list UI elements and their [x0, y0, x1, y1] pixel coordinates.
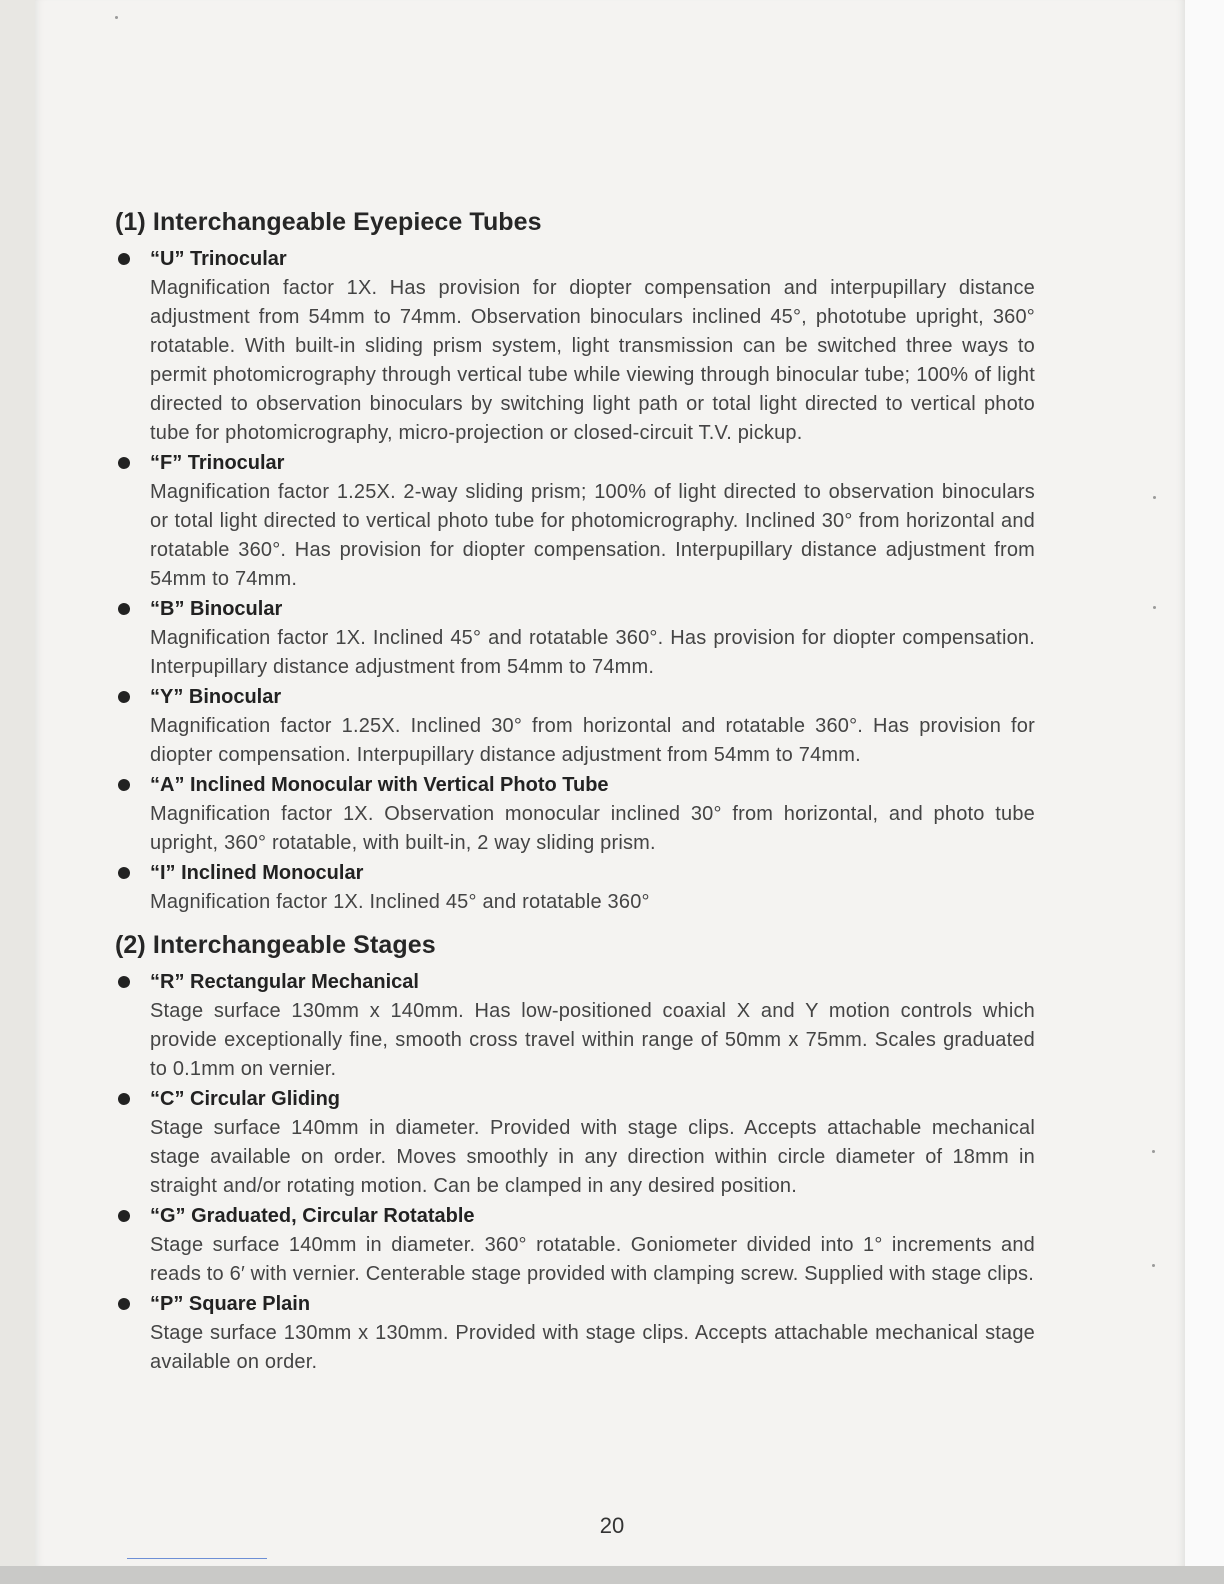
document-content [115, 208, 1035, 1378]
item-description: Magnification factor 1X. Observation monocular inclined 30° from horizontal, and photo tube upright, 360° rotatable, with built-in, 2 way sliding prism. [150, 803, 1035, 854]
list-item [115, 1202, 1035, 1289]
list-item [115, 771, 1035, 858]
item-description: Stage surface 130mm x 140mm. Has low-positioned coaxial X and Y motion controls which provide exceptionally fine, smooth cross travel within range of 50mm x 75mm. Scales graduated to 0.1mm on vernier. [150, 1000, 1035, 1080]
page-edge-right [1185, 0, 1224, 1584]
list-item [115, 1085, 1035, 1201]
bullet-icon [118, 976, 130, 988]
dust-speck [1153, 496, 1156, 499]
list-item [115, 449, 1035, 594]
bullet-icon [118, 253, 130, 265]
dust-speck [1152, 1264, 1155, 1267]
bullet-icon [118, 867, 130, 879]
bullet-icon [118, 603, 130, 615]
list-item [115, 1290, 1035, 1377]
item-title: “A” Inclined Monocular with Vertical Photo Tube [150, 774, 609, 796]
page-edge-bottom [0, 1566, 1224, 1584]
list-item [115, 968, 1035, 1084]
item-description: Stage surface 140mm in diameter. Provided with stage clips. Accepts attachable mechanical stage available on order. Moves smoothly in any direction within circle diameter of 18mm in straight and/or rotating motion. Can be clamped in any desired position. [150, 1117, 1035, 1197]
bullet-icon [118, 691, 130, 703]
list-item [115, 595, 1035, 682]
item-title: “Y” Binocular [150, 686, 282, 708]
bullet-icon [118, 1093, 130, 1105]
dust-speck [1153, 606, 1156, 609]
item-description: Magnification factor 1.25X. Inclined 30° from horizontal and rotatable 360°. Has provision for diopter compensation. Interpupillary distance adjustment from 54mm to 74mm. [150, 715, 1035, 766]
item-description: Magnification factor 1X. Inclined 45° and rotatable 360° [150, 891, 650, 913]
bullet-icon [118, 457, 130, 469]
item-description: Magnification factor 1X. Inclined 45° and rotatable 360°. Has provision for diopter compensation. Interpupillary distance adjustment from 54mm to 74mm. [150, 627, 1035, 678]
edge-mark [127, 1558, 267, 1559]
item-title: “C” Circular Gliding [150, 1088, 341, 1110]
bullet-icon [118, 1298, 130, 1310]
item-description: Stage surface 140mm in diameter. 360° rotatable. Goniometer divided into 1° increments and reads to 6′ with vernier. Centerable stage provided with clamping screw. Supplied with stage clips. [150, 1234, 1035, 1285]
item-description: Magnification factor 1X. Has provision for diopter compensation and interpupillary distance adjustment from 54mm to 74mm. Observation binoculars inclined 45°, phototube upright, 360° rotatable. With built-in sliding prism system, light transmission can be switched three ways to permit photomicrography through vertical tube while viewing through binocular tube; 100% of light directed to observation binoculars by switching light path or total light directed to vertical photo tube for photomicrography, micro-projection or closed-circuit T.V. pickup. [150, 277, 1035, 444]
list-item [115, 683, 1035, 770]
dust-speck [115, 16, 118, 19]
bullet-icon [118, 779, 130, 791]
item-title: “R” Rectangular Mechanical [150, 971, 419, 993]
bullet-icon [118, 1210, 130, 1222]
item-title: “U” Trinocular [150, 248, 287, 270]
item-description: Stage surface 130mm x 130mm. Provided with stage clips. Accepts attachable mechanical stage available on order. [150, 1322, 1035, 1373]
dust-speck [1152, 1150, 1155, 1153]
list-item [115, 859, 1035, 917]
page-number: 20 [599, 1513, 625, 1538]
section-eyepiece-tubes [115, 208, 1035, 917]
item-title: “P” Square Plain [150, 1293, 311, 1315]
item-title: “B” Binocular [150, 598, 283, 620]
item-title: “I” Inclined Monocular [150, 862, 364, 884]
section-title: (2) Interchangeable Stages [115, 931, 436, 959]
item-description: Magnification factor 1.25X. 2-way sliding prism; 100% of light directed to observation binoculars or total light directed to vertical photo tube for photomicrography. Inclined 30° from horizontal and rotatable 360°. Has provision for diopter compensation. Interpupillary distance adjustment from 54mm to 74mm. [150, 481, 1035, 590]
list-item [115, 245, 1035, 448]
item-title: “F” Trinocular [150, 452, 285, 474]
section-title: (1) Interchangeable Eyepiece Tubes [115, 208, 542, 236]
item-title: “G” Graduated, Circular Rotatable [150, 1205, 475, 1227]
section-stages [115, 931, 1035, 1377]
